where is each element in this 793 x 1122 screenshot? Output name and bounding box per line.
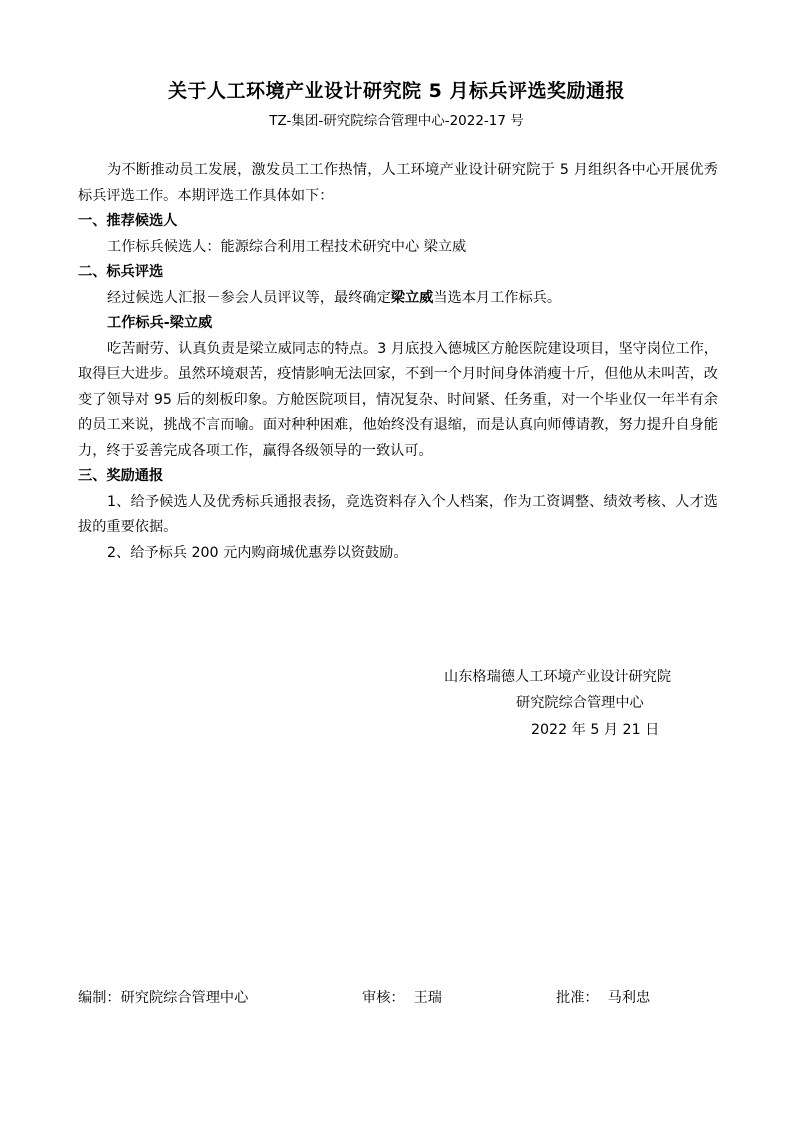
signature-date: 2022 年 5 月 21 日 <box>531 722 660 738</box>
footer-approver: 批准： 马利忠 <box>556 990 651 1006</box>
document-title: 关于人工环境产业设计研究院 5 月标兵评选奖励通报 <box>168 80 625 102</box>
winner-detail-paragraph: 吃苦耐劳、认真负责是梁立威同志的特点。3 月底投入德城区方舱医院建设项目，坚守岗位工作，取得巨大进步。虽然环境艰苦，疫情影响无法回家，不到一个月时间身体消瘦十斤，但他从未叫苦，改变了领导对 95 后的刻板印象。方舱医院项目，情况复杂、时间紧、任务重，对一个毕业仅一年半有余的员工来说，挑战不言而喻。面对种种困难，他始终没有退缩，而是认真向师傅请教，努力提升自身能力，终于妥善完成各项工作，赢得各级领导的一致认可。 <box>78 340 718 459</box>
signature-org: 山东格瑞德人工环境产业设计研究院 <box>444 669 672 685</box>
section-heading-candidates: 一、推荐候选人 <box>78 213 178 229</box>
section-heading-rewards: 三、奖励通报 <box>78 468 164 484</box>
winner-subheading: 工作标兵-梁立威 <box>107 315 213 331</box>
signature-dept: 研究院综合管理中心 <box>516 695 644 711</box>
selection-paragraph <box>78 286 718 312</box>
selection-text-before: 经过候选人汇报－参会人员评议等，最终确定 <box>107 289 391 306</box>
reward-item-2: 2、给予标兵 200 元内购商城优惠券以资鼓励。 <box>107 544 408 561</box>
intro-paragraph: 为不断推动员工发展，激发员工工作热情，人工环境产业设计研究院于 5 月组织各中心开展优秀标兵评选工作。本期评选工作具体如下： <box>78 162 718 204</box>
document-body <box>78 158 718 566</box>
footer-reviewer: 审核： 王瑞 <box>362 990 442 1006</box>
reward-item-1: 1、给予候选人及优秀标兵通报表扬，竞选资料存入个人档案，作为工资调整、绩效考核、人才选拔的重要依据。 <box>78 493 718 535</box>
selection-text-after: 当选本月工作标兵。 <box>433 289 562 306</box>
winner-name: 梁立威 <box>390 289 434 306</box>
candidate-paragraph: 工作标兵候选人：能源综合利用工程技术研究中心 梁立威 <box>107 238 467 255</box>
section-heading-selection: 二、标兵评选 <box>78 264 164 280</box>
footer-editor: 编制：研究院综合管理中心 <box>78 990 249 1006</box>
document-number: TZ-集团-研究院综合管理中心-2022-17 号 <box>269 113 524 129</box>
